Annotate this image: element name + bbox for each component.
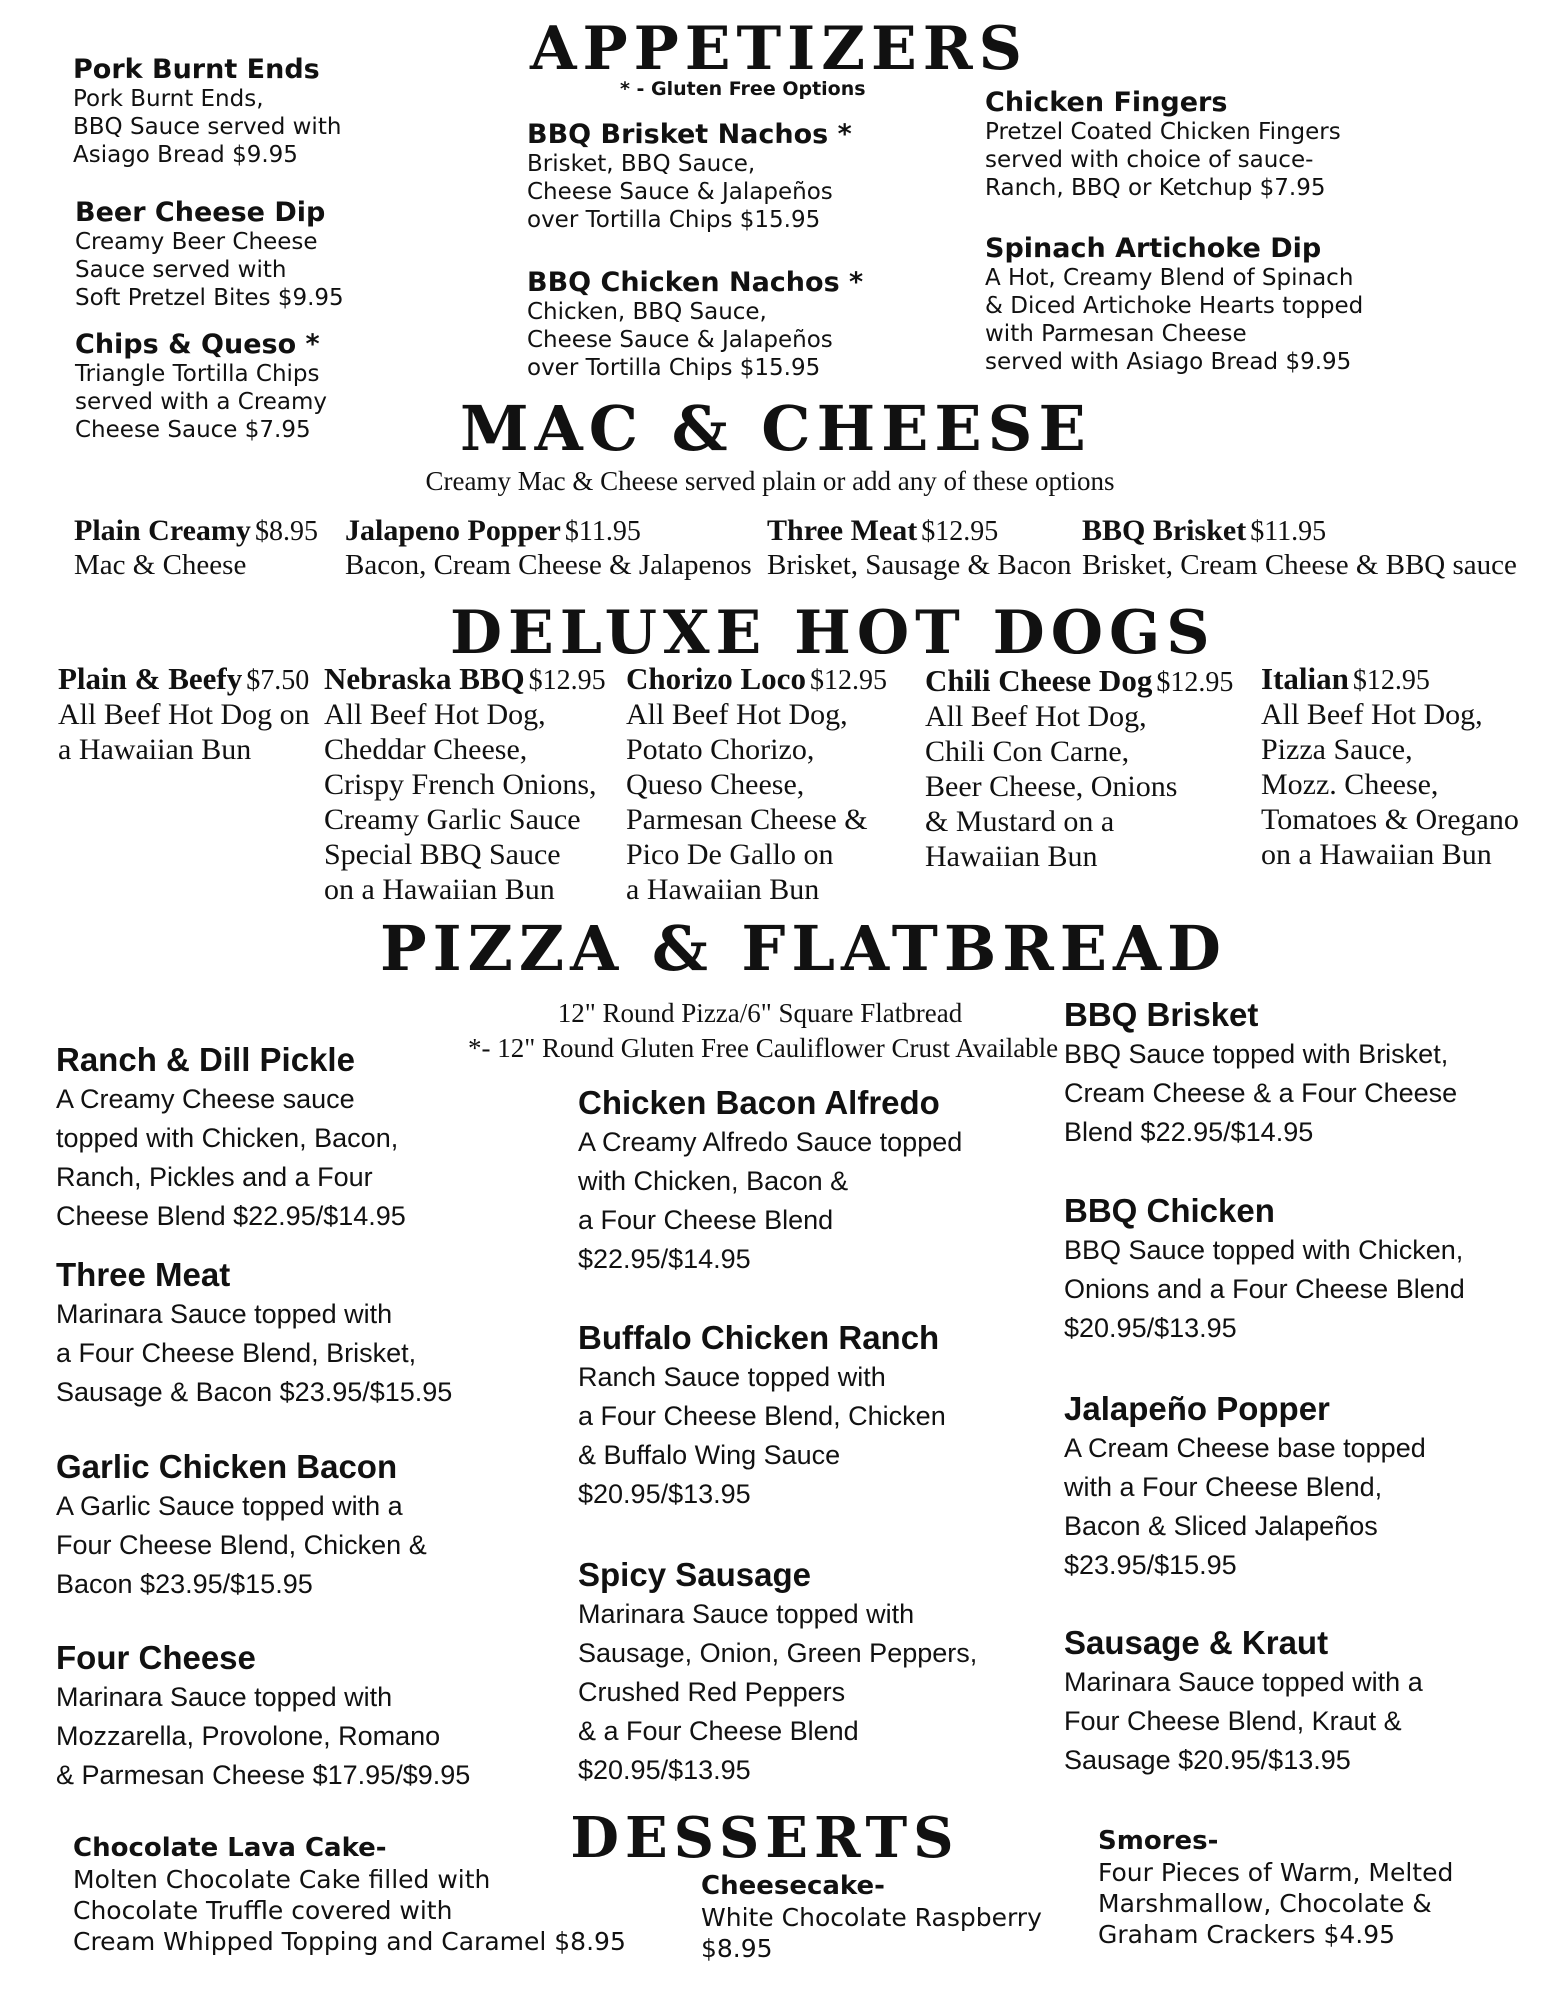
- pizza-item: [1064, 995, 1457, 1152]
- item-desc: Molten Chocolate Cake filled with Chocolate Truffle covered with Cream Whipped Topping and Caramel $8.95: [73, 1865, 626, 1956]
- item-desc: BBQ Sauce topped with Brisket, Cream Cheese & a Four Cheese Blend $22.95/$14.95: [1064, 1039, 1458, 1147]
- item-name: Beer Cheese Dip: [75, 197, 326, 228]
- pizza-item: [56, 1638, 470, 1795]
- item-name: Spinach Artichoke Dip: [985, 233, 1322, 264]
- item-price: $7.50: [246, 665, 310, 696]
- appetizer-item: [985, 88, 1341, 202]
- item-name: BBQ Chicken: [1064, 1192, 1275, 1229]
- mac-cheese-subtitle: Creamy Mac & Cheese served plain or add any of these options: [425, 466, 1115, 496]
- mac-item: [767, 515, 1071, 582]
- dessert-item: [73, 1832, 626, 1957]
- pizza-item: [1064, 1191, 1465, 1348]
- item-desc: Marinara Sauce topped with Mozzarella, Provolone, Romano & Parmesan Cheese $17.95/$9.95: [56, 1682, 471, 1790]
- mac-item: [345, 515, 752, 582]
- item-name: Plain Creamy: [74, 514, 251, 547]
- item-desc: A Garlic Sauce topped with a Four Cheese Blend, Chicken & Bacon $23.95/$15.95: [56, 1491, 427, 1599]
- item-desc: All Beef Hot Dog on a Hawaiian Bun: [58, 698, 310, 766]
- item-desc: Brisket, Sausage & Bacon: [767, 549, 1072, 581]
- item-desc: Marinara Sauce topped with Sausage, Onion, Green Peppers, Crushed Red Peppers & a Four Cheese Blend $20.95/$13.95: [578, 1599, 978, 1785]
- item-desc: A Creamy Alfredo Sauce topped with Chicken, Bacon & a Four Cheese Blend $22.95/$14.95: [578, 1127, 963, 1274]
- appetizer-item: [527, 120, 852, 234]
- item-desc: Brisket, BBQ Sauce, Cheese Sauce & Jalapeños over Tortilla Chips $15.95: [527, 151, 833, 233]
- item-desc: Bacon, Cream Cheese & Jalapenos: [345, 549, 752, 581]
- item-name: BBQ Brisket: [1082, 514, 1247, 547]
- item-name: Chili Cheese Dog: [925, 663, 1153, 698]
- item-price: $12.95: [528, 665, 606, 696]
- item-name: BBQ Chicken Nachos *: [527, 267, 864, 298]
- item-name: Chicken Fingers: [985, 87, 1228, 118]
- hot-dog-item: [1261, 663, 1519, 872]
- item-price: $11.95: [564, 516, 641, 547]
- dessert-item: [701, 1870, 1042, 1964]
- item-name: BBQ Brisket: [1064, 996, 1259, 1033]
- desserts-title: DESSERTS: [570, 1805, 960, 1871]
- item-name: Jalapeño Popper: [1064, 1390, 1330, 1427]
- item-name: BBQ Brisket Nachos *: [527, 119, 852, 150]
- item-desc: Brisket, Cream Cheese & BBQ sauce: [1082, 549, 1517, 581]
- item-price: $12.95: [1156, 667, 1234, 698]
- item-desc: Marinara Sauce topped with a Four Cheese Blend, Brisket, Sausage & Bacon $23.95/$15.95: [56, 1299, 453, 1407]
- appetizer-item: [75, 330, 327, 444]
- pizza-item: [578, 1555, 977, 1790]
- item-name: Nebraska BBQ: [324, 661, 525, 696]
- pizza-size-note: 12" Round Pizza/6" Square Flatbread: [557, 998, 963, 1028]
- item-price: $8.95: [254, 516, 318, 547]
- item-desc: Creamy Beer Cheese Sauce served with Soft Pretzel Bites $9.95: [75, 229, 344, 311]
- item-desc: All Beef Hot Dog, Cheddar Cheese, Crispy French Onions, Creamy Garlic Sauce Special BBQ Sauce on a Hawaiian Bun: [324, 698, 597, 906]
- item-desc: A Cream Cheese base topped with a Four Cheese Blend, Bacon & Sliced Jalapeños $23.95/$15.95: [1064, 1433, 1426, 1580]
- dessert-item: [1098, 1825, 1453, 1950]
- hot-dog-item: [324, 663, 606, 907]
- item-name: Three Meat: [56, 1256, 231, 1293]
- appetizer-item: [527, 268, 863, 382]
- item-name: Spicy Sausage: [578, 1556, 811, 1593]
- item-desc: All Beef Hot Dog, Potato Chorizo, Queso Cheese, Parmesan Cheese & Pico De Gallo on a Hawaiian Bun: [626, 698, 868, 906]
- item-desc: Ranch Sauce topped with a Four Cheese Blend, Chicken & Buffalo Wing Sauce $20.95/$13.95: [578, 1362, 946, 1509]
- pizza-item: [578, 1083, 962, 1279]
- appetizer-item: [75, 198, 344, 312]
- appetizers-title: APPETIZERS: [530, 14, 1028, 84]
- item-name: Ranch & Dill Pickle: [56, 1041, 355, 1078]
- item-desc: Chicken, BBQ Sauce, Cheese Sauce & Jalapeños over Tortilla Chips $15.95: [527, 299, 833, 381]
- item-price: $12.95: [809, 665, 887, 696]
- mac-cheese-title: MAC & CHEESE: [460, 392, 1092, 465]
- pizza-item: [56, 1447, 427, 1604]
- mac-item: [74, 515, 318, 582]
- hot-dog-item: [925, 665, 1233, 874]
- item-name: Buffalo Chicken Ranch: [578, 1319, 940, 1356]
- hot-dogs-title: DELUXE HOT DOGS: [450, 598, 1216, 668]
- hot-dog-item: [626, 663, 887, 907]
- item-desc: A Hot, Creamy Blend of Spinach & Diced Artichoke Hearts topped with Parmesan Cheese served with Asiago Bread $9.95: [985, 265, 1364, 375]
- item-name: Plain & Beefy: [58, 661, 243, 696]
- item-price: $12.95: [921, 516, 999, 547]
- item-desc: Pretzel Coated Chicken Fingers served with choice of sauce- Ranch, BBQ or Ketchup $7.95: [985, 119, 1341, 201]
- item-desc: All Beef Hot Dog, Pizza Sauce, Mozz. Cheese, Tomatoes & Oregano on a Hawaiian Bun: [1261, 698, 1519, 871]
- item-name: Italian: [1261, 661, 1349, 696]
- mac-item: [1082, 515, 1517, 582]
- item-name: Jalapeno Popper: [345, 514, 561, 547]
- item-name: Chips & Queso *: [75, 329, 320, 360]
- item-name: Garlic Chicken Bacon: [56, 1448, 398, 1485]
- appetizer-item: [73, 55, 341, 169]
- item-name: Sausage & Kraut: [1064, 1624, 1329, 1661]
- item-name: Four Cheese: [56, 1639, 256, 1676]
- item-name: Chicken Bacon Alfredo: [578, 1084, 940, 1121]
- item-desc: BBQ Sauce topped with Chicken, Onions and a Four Cheese Blend $20.95/$13.95: [1064, 1235, 1465, 1343]
- item-desc: Triangle Tortilla Chips served with a Creamy Cheese Sauce $7.95: [75, 361, 328, 443]
- pizza-item: [578, 1318, 946, 1514]
- item-name: Chorizo Loco: [626, 661, 806, 696]
- gluten-free-note: * - Gluten Free Options: [620, 78, 866, 100]
- item-name: Pork Burnt Ends: [73, 54, 320, 85]
- item-desc: White Chocolate Raspberry $8.95: [701, 1903, 1042, 1963]
- hot-dog-item: [58, 663, 310, 767]
- item-name: Smores-: [1098, 1826, 1219, 1856]
- pizza-item: [1064, 1623, 1423, 1780]
- item-desc: Pork Burnt Ends, BBQ Sauce served with Asiago Bread $9.95: [73, 86, 342, 168]
- item-price: $12.95: [1352, 665, 1430, 696]
- pizza-title: PIZZA & FLATBREAD: [380, 912, 1227, 985]
- pizza-item: [1064, 1389, 1426, 1585]
- gluten-free-crust-note: *- 12" Round Gluten Free Cauliflower Crust Available: [468, 1033, 1059, 1063]
- appetizer-item: [985, 234, 1363, 376]
- item-desc: All Beef Hot Dog, Chili Con Carne, Beer Cheese, Onions & Mustard on a Hawaiian Bun: [925, 700, 1178, 873]
- item-desc: Four Pieces of Warm, Melted Marshmallow, Chocolate & Graham Crackers $4.95: [1098, 1858, 1454, 1949]
- pizza-item: [56, 1040, 406, 1236]
- item-desc: Mac & Cheese: [74, 549, 247, 581]
- item-name: Three Meat: [767, 514, 918, 547]
- item-desc: A Creamy Cheese sauce topped with Chicken, Bacon, Ranch, Pickles and a Four Cheese Blend $22.95/$14.95: [56, 1084, 406, 1231]
- item-name: Chocolate Lava Cake-: [73, 1833, 387, 1863]
- item-price: $11.95: [1250, 516, 1327, 547]
- pizza-item: [56, 1255, 452, 1412]
- item-name: Cheesecake-: [701, 1871, 885, 1901]
- item-desc: Marinara Sauce topped with a Four Cheese Blend, Kraut & Sausage $20.95/$13.95: [1064, 1667, 1423, 1775]
